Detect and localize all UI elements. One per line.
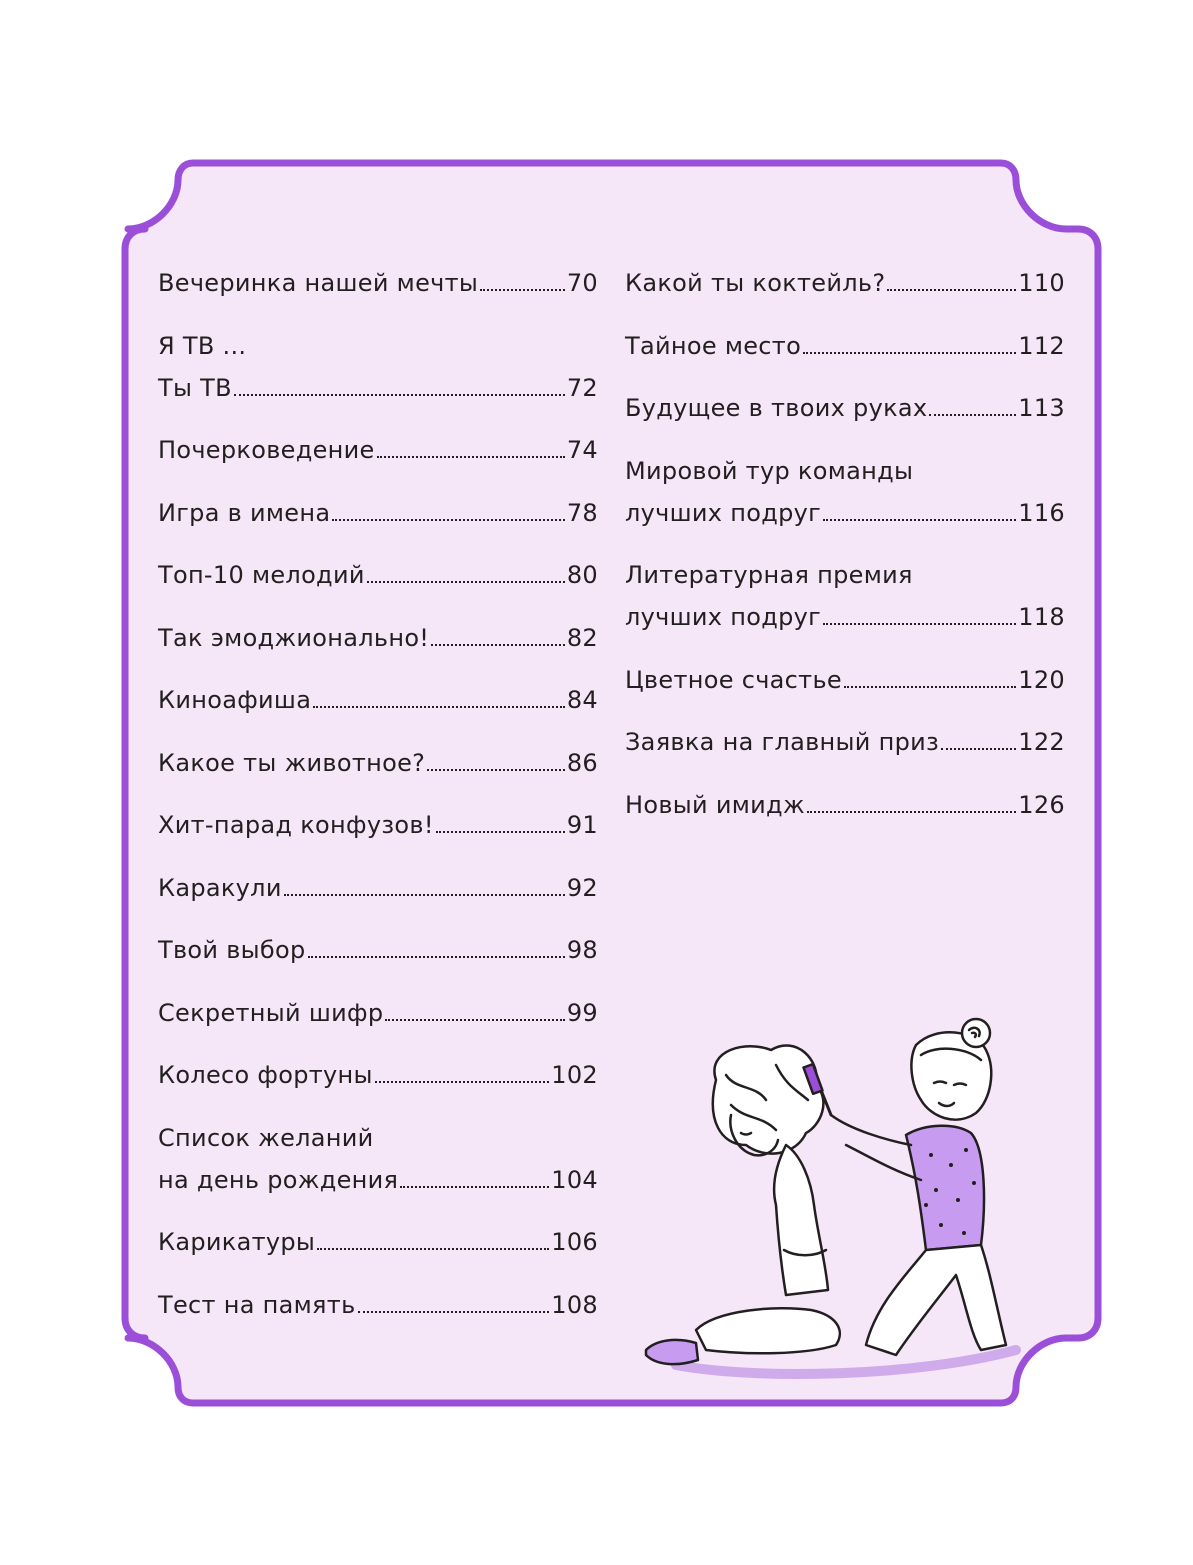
- toc-page-number: 74: [566, 436, 598, 464]
- left-toc-entry[interactable]: [158, 804, 598, 846]
- left-toc-entry[interactable]: [158, 1221, 598, 1263]
- toc-entry-title: лучших подруг: [625, 603, 822, 631]
- toc-entry-title: Почерковедение: [158, 436, 375, 464]
- left-toc-entry[interactable]: [158, 262, 598, 304]
- left-toc-entry[interactable]: [158, 492, 598, 534]
- toc-dot-leader: [308, 956, 565, 958]
- left-toc-entry[interactable]: [158, 1284, 598, 1326]
- two-girls-brushing-hair-illustration: [636, 1005, 1036, 1385]
- toc-entry-line: [158, 617, 598, 659]
- left-toc-entry[interactable]: [158, 325, 598, 409]
- toc-entry-title: лучших подруг: [625, 498, 822, 527]
- toc-entry-title: Я ТВ ...: [158, 331, 247, 360]
- toc-page-number: 106: [551, 1228, 598, 1256]
- toc-dot-leader: [823, 623, 1016, 625]
- toc-entry-title: Тест на память: [158, 1290, 356, 1319]
- right-toc-entry[interactable]: [625, 450, 1065, 534]
- right-toc-entry[interactable]: [625, 659, 1065, 701]
- toc-page-number: 118: [1018, 603, 1065, 631]
- toc-entry-line: [625, 554, 1065, 596]
- toc-dot-leader: [823, 519, 1016, 521]
- left-toc-entry[interactable]: [158, 554, 598, 596]
- left-toc-entry[interactable]: [158, 992, 598, 1034]
- toc-page-number: 98: [566, 936, 598, 964]
- right-toc-entry[interactable]: [625, 721, 1065, 763]
- toc-page-number: 92: [566, 873, 598, 902]
- toc-dot-leader: [358, 1311, 550, 1313]
- toc-entry-title: Карикатуры: [158, 1228, 316, 1256]
- toc-dot-leader: [332, 519, 564, 521]
- toc-dot-leader: [803, 352, 1016, 354]
- toc-entry-line: [625, 492, 1065, 534]
- toc-entry-line: [158, 742, 598, 784]
- toc-page-number: 102: [551, 1061, 598, 1089]
- toc-entry-title: Киноафиша: [158, 686, 312, 714]
- toc-entry-line: [158, 492, 598, 534]
- toc-entry-title: Игра в имена: [158, 498, 331, 527]
- toc-page-number: 82: [566, 623, 598, 652]
- toc-page-number: 116: [1018, 498, 1065, 527]
- left-toc-entry[interactable]: [158, 742, 598, 784]
- toc-entry-line: [625, 387, 1065, 429]
- toc-entry-line: [625, 450, 1065, 492]
- toc-entry-title: Цветное счастье: [625, 665, 842, 694]
- toc-entry-line: [625, 784, 1065, 826]
- toc-page-number: 120: [1018, 665, 1065, 694]
- toc-dot-leader: [480, 289, 565, 291]
- right-toc-entry[interactable]: [625, 387, 1065, 429]
- toc-entry-title: Будущее в твоих руках: [625, 394, 928, 422]
- toc-entry-line: [158, 929, 598, 971]
- toc-page-number: 108: [551, 1290, 598, 1319]
- left-toc-entry[interactable]: [158, 1117, 598, 1201]
- toc-entry-line: [158, 367, 598, 409]
- toc-page-number: 126: [1018, 790, 1065, 819]
- toc-entry-title: Ты ТВ: [158, 373, 232, 402]
- toc-dot-leader: [844, 686, 1016, 688]
- toc-entry-line: [625, 596, 1065, 638]
- toc-entry-line: [625, 325, 1065, 367]
- right-toc-entry[interactable]: [625, 784, 1065, 826]
- toc-entry-line: [158, 679, 598, 721]
- toc-entry-title: Каракули: [158, 873, 282, 902]
- toc-entry-line: [625, 721, 1065, 763]
- toc-page-number: 72: [566, 373, 598, 402]
- toc-entry-title: Так эмоджионально!: [158, 623, 430, 652]
- contents-right-column: [625, 262, 1065, 826]
- toc-entry-line: [158, 554, 598, 596]
- toc-dot-leader: [234, 394, 565, 396]
- toc-entry-title: Мировой тур команды: [625, 456, 914, 485]
- toc-dot-leader: [431, 644, 565, 646]
- left-toc-entry[interactable]: [158, 929, 598, 971]
- toc-dot-leader: [377, 456, 565, 458]
- toc-dot-leader: [427, 769, 565, 771]
- toc-entry-title: Твой выбор: [158, 936, 306, 964]
- toc-dot-leader: [385, 1019, 564, 1021]
- toc-entry-line: [158, 1054, 598, 1096]
- toc-entry-line: [625, 262, 1065, 304]
- toc-entry-title: на день рождения: [158, 1165, 399, 1194]
- left-toc-entry[interactable]: [158, 867, 598, 909]
- toc-dot-leader: [313, 706, 565, 708]
- right-toc-entry[interactable]: [625, 554, 1065, 638]
- toc-entry-line: [158, 992, 598, 1034]
- toc-entry-line: [158, 804, 598, 846]
- left-toc-entry[interactable]: [158, 617, 598, 659]
- toc-dot-leader: [284, 894, 565, 896]
- toc-entry-title: Новый имидж: [625, 790, 805, 819]
- toc-entry-line: [158, 429, 598, 471]
- toc-entry-line: [158, 325, 598, 367]
- toc-dot-leader: [436, 831, 565, 833]
- toc-page-number: 113: [1018, 394, 1065, 422]
- right-toc-entry[interactable]: [625, 262, 1065, 304]
- toc-dot-leader: [367, 581, 565, 583]
- toc-page-number: 112: [1018, 331, 1065, 360]
- toc-entry-title: Литературная премия: [625, 561, 913, 589]
- toc-entry-line: [625, 659, 1065, 701]
- toc-entry-line: [158, 1284, 598, 1326]
- left-toc-entry[interactable]: [158, 1054, 598, 1096]
- toc-entry-title: Список желаний: [158, 1123, 374, 1152]
- toc-dot-leader: [929, 414, 1016, 416]
- toc-dot-leader: [887, 289, 1016, 291]
- toc-entry-line: [158, 867, 598, 909]
- toc-entry-title: Какое ты животное?: [158, 748, 426, 777]
- toc-entry-line: [158, 1117, 598, 1159]
- toc-dot-leader: [375, 1081, 549, 1083]
- toc-page-number: 80: [566, 561, 598, 589]
- toc-page-number: 110: [1018, 269, 1065, 297]
- left-toc-entry[interactable]: [158, 429, 598, 471]
- toc-page-number: 122: [1018, 728, 1065, 756]
- toc-page-number: 70: [566, 269, 598, 297]
- toc-dot-leader: [317, 1248, 549, 1250]
- toc-entry-title: Какой ты коктейль?: [625, 269, 886, 297]
- toc-entry-title: Хит-парад конфузов!: [158, 811, 434, 839]
- contents-left-column: [158, 262, 598, 1326]
- toc-entry-title: Секретный шифр: [158, 998, 384, 1027]
- toc-page-number: 91: [566, 811, 598, 839]
- left-toc-entry[interactable]: [158, 679, 598, 721]
- toc-page-number: 78: [566, 498, 598, 527]
- toc-page-number: 86: [566, 748, 598, 777]
- right-toc-entry[interactable]: [625, 325, 1065, 367]
- toc-entry-line: [158, 1159, 598, 1201]
- toc-entry-line: [158, 1221, 598, 1263]
- toc-entry-title: Колесо фортуны: [158, 1061, 373, 1089]
- toc-dot-leader: [941, 748, 1016, 750]
- toc-entry-title: Топ-10 мелодий: [158, 561, 365, 589]
- toc-page-number: 99: [566, 998, 598, 1027]
- toc-entry-title: Тайное место: [625, 331, 802, 360]
- toc-page-number: 84: [566, 686, 598, 714]
- toc-page-number: 104: [551, 1165, 598, 1194]
- toc-dot-leader: [400, 1186, 549, 1188]
- toc-entry-line: [158, 262, 598, 304]
- toc-dot-leader: [807, 811, 1016, 813]
- toc-entry-title: Вечеринка нашей мечты: [158, 269, 479, 297]
- toc-entry-title: Заявка на главный приз: [625, 728, 940, 756]
